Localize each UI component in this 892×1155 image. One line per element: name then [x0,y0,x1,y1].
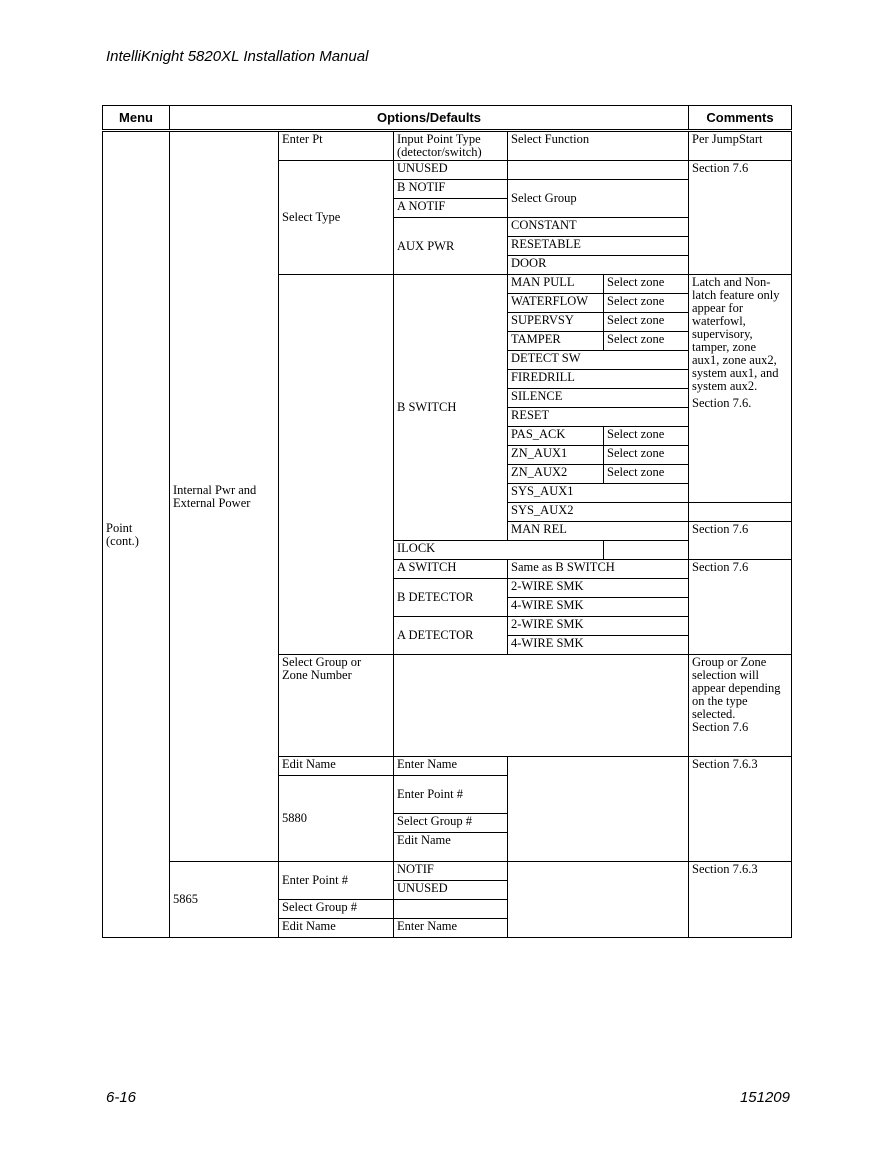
section-cell: Section 7.6 [689,522,792,560]
door-cell: DOOR [508,256,689,275]
sys-aux2-cell: SYS_AUX2 [508,503,689,522]
latch-note-cell [689,275,792,503]
latch-note-text: Latch and Non- latch feature only appear for waterfowl, supervisory, tamper, zone aux1, zone aux2, system aux1, and system aux2. [692,275,780,393]
sys-aux1-cell: SYS_AUX1 [508,484,689,503]
options-header: Options/Defaults [170,106,689,131]
table-row [103,131,792,161]
select-zone-cell: Select zone [604,332,689,351]
select-zone-cell: Select zone [604,446,689,465]
table-header-row [103,106,792,131]
page-number: 6-16 [106,1089,137,1106]
notif-cell: NOTIF [394,862,508,881]
waterflow-cell: WATERFLOW [508,294,604,313]
edit-name-cell: Edit Name [394,833,508,862]
same-as-b-switch-cell: Same as B SWITCH [508,560,689,579]
select-type-cell: Select Type [279,161,394,275]
enter-point-cell: Enter Point # [394,776,508,814]
select-group-zone-cell: Select Group or Zone Number [279,655,394,757]
detect-sw-cell: DETECT SW [508,351,689,370]
section-cell: Section 7.6 [689,560,792,655]
zn-aux2-cell: ZN_AUX2 [508,465,604,484]
unused-cell: UNUSED [394,161,508,180]
man-rel-cell: MAN REL [508,522,689,541]
section-763-cell: Section 7.6.3 [689,862,792,938]
ilock-cell: ILOCK [394,541,604,560]
b-switch-cell: B SWITCH [394,275,508,541]
empty-type-cell [279,275,394,655]
section-cell: Section 7.6 [689,161,792,275]
select-group-num-cell: Select Group # [279,900,394,919]
pas-ack-cell: PAS_ACK [508,427,604,446]
empty-comment-cell [689,503,792,522]
select-zone-cell: Select zone [604,313,689,332]
menu-header: Menu [103,106,170,131]
unused-cell: UNUSED [394,881,508,900]
two-wire-cell: 2-WIRE SMK [508,579,689,598]
select-zone-cell: Select zone [604,427,689,446]
four-wire-cell: 4-WIRE SMK [508,636,689,655]
enter-point-cell: Enter Point # [279,862,394,900]
four-wire-cell: 4-WIRE SMK [508,598,689,617]
comments-header: Comments [689,106,792,131]
enter-name-cell: Enter Name [394,919,508,938]
enter-pt-cell: Enter Pt [279,131,394,161]
empty-cell [394,900,508,919]
select-group-cell: Select Group [508,180,689,218]
a-notif-cell: A NOTIF [394,199,508,218]
page-header: IntelliKnight 5820XL Installation Manual [106,48,369,65]
empty-cell [508,161,689,180]
enter-name-cell: Enter Name [394,757,508,776]
edit-name-cell: Edit Name [279,757,394,776]
model-5880-cell: 5880 [279,776,394,862]
empty-cell [394,655,689,757]
resetable-cell: RESETABLE [508,237,689,256]
menu-options-table [102,105,792,938]
select-zone-cell: Select zone [604,465,689,484]
select-zone-cell: Select zone [604,294,689,313]
per-jumpstart-cell: Per JumpStart [689,131,792,161]
two-wire-cell: 2-WIRE SMK [508,617,689,636]
select-zone-cell: Select zone [604,275,689,294]
tamper-cell: TAMPER [508,332,604,351]
input-point-type-cell: Input Point Type (detector/switch) [394,131,508,161]
a-detector-cell: A DETECTOR [394,617,508,655]
empty-cell [508,757,689,862]
section-763-cell: Section 7.6.3 [689,757,792,862]
internal-power-cell: Internal Pwr and External Power [170,131,279,862]
reset-cell: RESET [508,408,689,427]
select-function-cell: Select Function [508,131,689,161]
supervsy-cell: SUPERVSY [508,313,604,332]
model-5865-cell: 5865 [170,862,279,938]
b-notif-cell: B NOTIF [394,180,508,199]
select-group-num-cell: Select Group # [394,814,508,833]
constant-cell: CONSTANT [508,218,689,237]
menu-cell-point: Point (cont.) [103,131,170,938]
empty-cell [508,862,689,938]
b-detector-cell: B DETECTOR [394,579,508,617]
document-code: 151209 [739,1089,790,1106]
aux-pwr-cell: AUX PWR [394,218,508,275]
table-row [103,862,792,881]
group-zone-note-cell: Group or Zone selection will appear depending on the type selected. Section 7.6 [689,655,792,757]
zn-aux1-cell: ZN_AUX1 [508,446,604,465]
firedrill-cell: FIREDRILL [508,370,689,389]
latch-note-section: Section 7.6. [692,396,752,410]
silence-cell: SILENCE [508,389,689,408]
man-pull-cell: MAN PULL [508,275,604,294]
a-switch-cell: A SWITCH [394,560,508,579]
edit-name-cell: Edit Name [279,919,394,938]
